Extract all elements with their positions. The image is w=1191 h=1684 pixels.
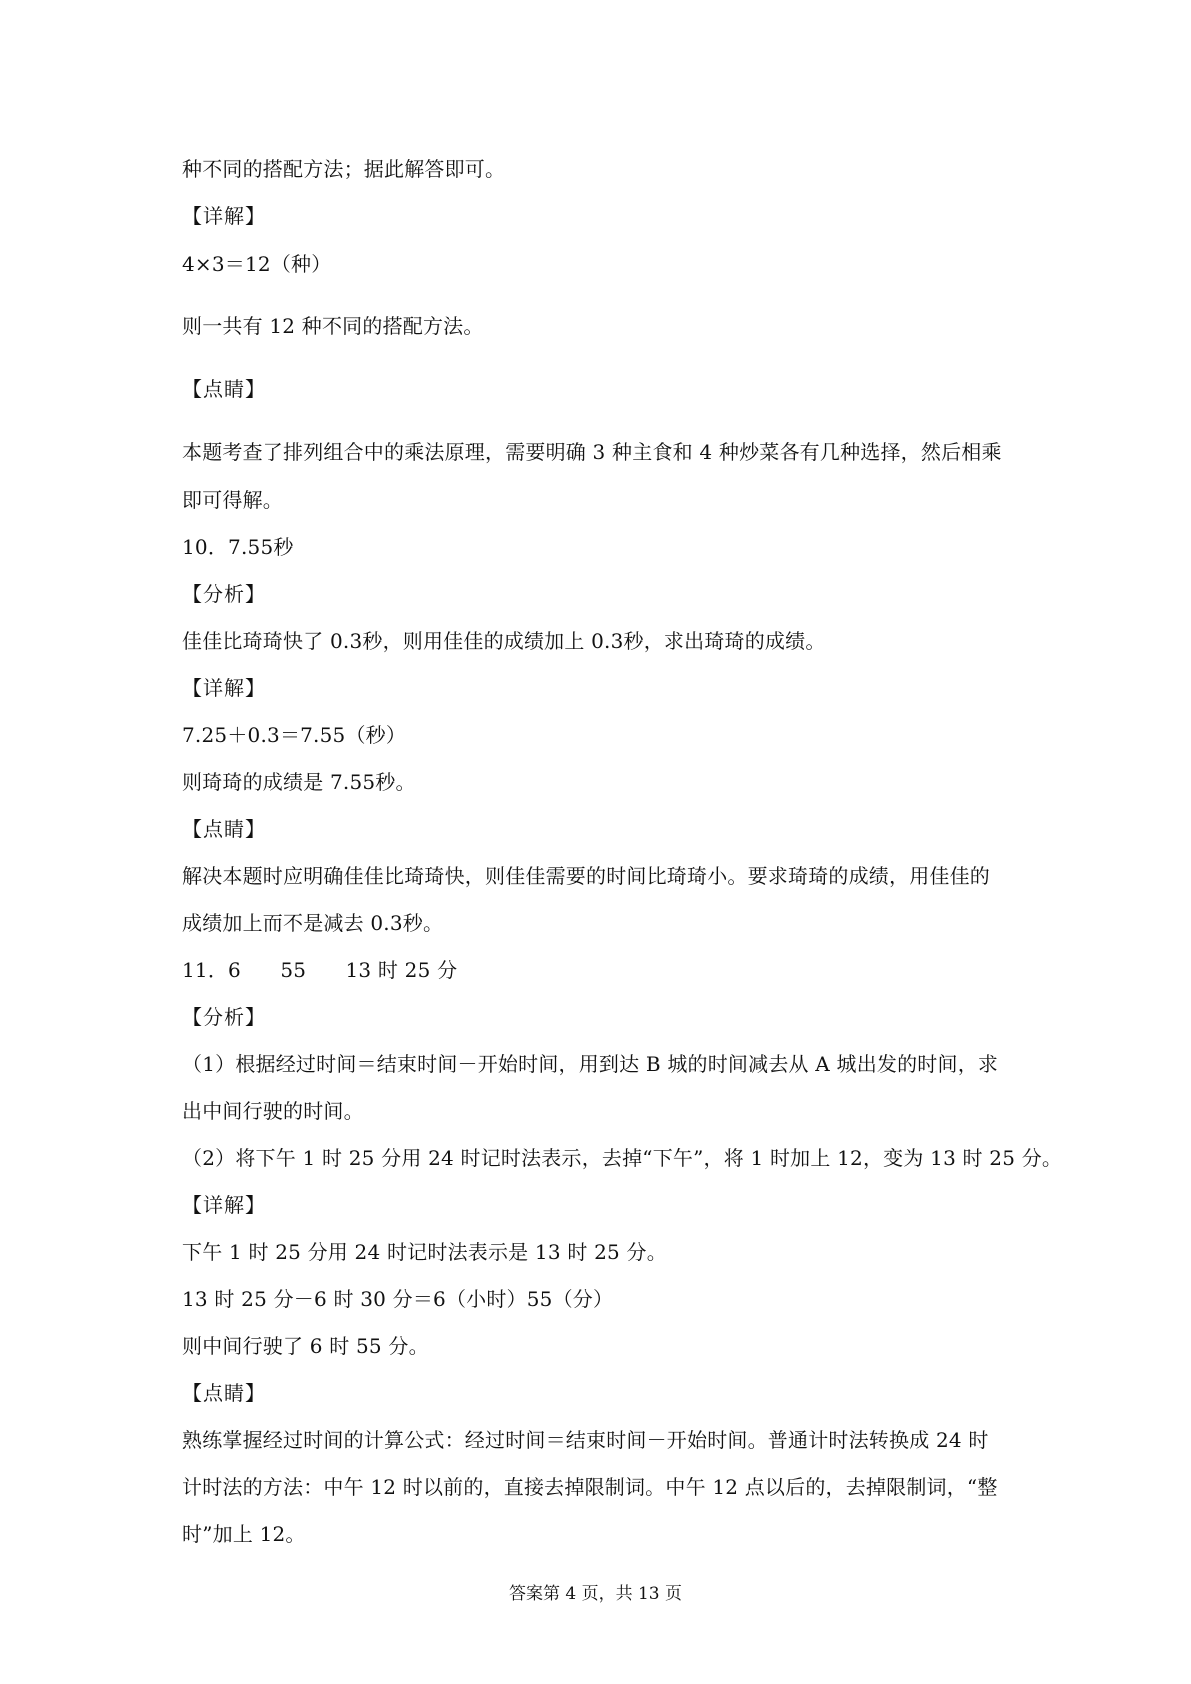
page-footer: 答案第 4 页，共 13 页	[508, 1584, 683, 1604]
text-line: 则中间行驶了 6 时 55 分。	[182, 1334, 429, 1358]
section-heading: 【详解】	[182, 204, 266, 228]
equation-line: 4×3＝12（种）	[182, 252, 332, 276]
section-heading: 【点睛】	[182, 1381, 266, 1405]
text-line: 熟练掌握经过时间的计算公式：经过时间＝结束时间－开始时间。普通计时法转换成 24 时	[182, 1428, 989, 1452]
equation-line: 7.25＋0.3＝7.55（秒）	[182, 723, 407, 747]
text-line: 则一共有 12 种不同的搭配方法。	[182, 314, 484, 338]
text-line: 佳佳比琦琦快了 0.3秒，则用佳佳的成绩加上 0.3秒，求出琦琦的成绩。	[182, 629, 826, 653]
section-heading: 【详解】	[182, 1193, 266, 1217]
text-line: 时”加上 12。	[182, 1522, 306, 1546]
text-line: 下午 1 时 25 分用 24 时记时法表示是 13 时 25 分。	[182, 1240, 667, 1264]
question-answer: 11．6 55 13 时 25 分	[182, 958, 458, 982]
text-line: 种不同的搭配方法；据此解答即可。	[182, 157, 506, 181]
text-line: 出中间行驶的时间。	[182, 1099, 364, 1123]
section-heading: 【点睛】	[182, 817, 266, 841]
section-heading: 【分析】	[182, 1005, 266, 1029]
text-line: 即可得解。	[182, 488, 283, 512]
text-line: 成绩加上而不是减去 0.3秒。	[182, 911, 444, 935]
text-line: （1）根据经过时间＝结束时间－开始时间，用到达 B 城的时间减去从 A 城出发的时间，求	[182, 1052, 999, 1076]
section-heading: 【分析】	[182, 582, 266, 606]
text-line: 则琦琦的成绩是 7.55秒。	[182, 770, 416, 794]
section-heading: 【点睛】	[182, 377, 266, 401]
text-line: 解决本题时应明确佳佳比琦琦快，则佳佳需要的时间比琦琦小。要求琦琦的成绩，用佳佳的	[182, 864, 990, 888]
text-line: （2）将下午 1 时 25 分用 24 时记时法表示，去掉“下午”，将 1 时加上 12，变为 13 时 25 分。	[182, 1146, 1063, 1170]
text-line: 本题考查了排列组合中的乘法原理，需要明确 3 种主食和 4 种炒菜各有几种选择，然后相乘	[182, 440, 1002, 464]
section-heading: 【详解】	[182, 676, 266, 700]
text-line: 计时法的方法：中午 12 时以前的，直接去掉限制词。中午 12 点以后的，去掉限制词，“整	[182, 1475, 998, 1499]
equation-line: 13 时 25 分－6 时 30 分＝6（小时）55（分）	[182, 1287, 614, 1311]
question-answer: 10．7.55秒	[182, 535, 294, 559]
